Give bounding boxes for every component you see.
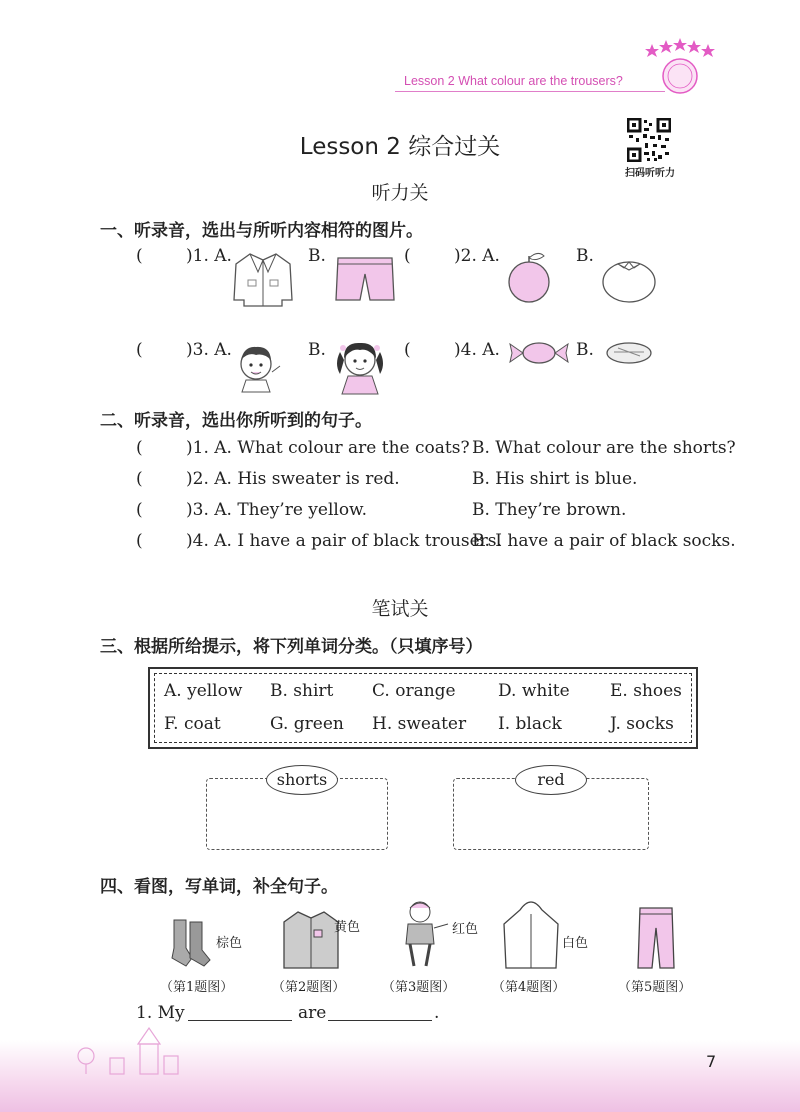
category-label-red: red <box>515 765 587 795</box>
candy-icon <box>506 340 572 366</box>
page-number: 7 <box>706 1052 717 1071</box>
socks-icon <box>170 918 214 968</box>
answer-bracket-7[interactable]: ( <box>136 500 143 520</box>
answer-bracket-1[interactable]: ( <box>136 246 143 266</box>
part4-instruction: 四、看图，写单词，补全句子。 <box>100 877 338 897</box>
blank-2[interactable] <box>328 1020 432 1021</box>
p2-item2-b: B. His shirt is blue. <box>472 469 638 489</box>
writing-heading: 笔试关 <box>371 598 429 620</box>
p1-item4-b: B. <box>576 340 594 360</box>
word-option: B. shirt <box>270 681 334 701</box>
running-header: Lesson 2 What colour are the trousers? <box>404 74 623 88</box>
trousers-icon <box>636 906 676 970</box>
header-rule <box>395 91 665 92</box>
p1-item2-label: )2. A. <box>454 246 500 266</box>
p2-item1-b: B. What colour are the shorts? <box>472 438 736 458</box>
sentence1-start: 1. My <box>136 1003 185 1023</box>
tomato-icon <box>600 252 658 304</box>
girl-icon <box>330 334 390 396</box>
word-option: A. yellow <box>164 681 243 701</box>
word-option: G. green <box>270 714 344 734</box>
blank-1[interactable] <box>188 1020 292 1021</box>
caption-fig5: （第5题图） <box>618 980 692 995</box>
p1-item4-label: )4. A. <box>454 340 500 360</box>
sentence1-mid: are <box>298 1003 327 1023</box>
p1-item1-b: B. <box>308 246 326 266</box>
p1-item1-label: )1. A. <box>186 246 232 266</box>
p2-item3-b: B. They’re brown. <box>472 500 627 520</box>
caption-fig1: （第1题图） <box>160 980 234 995</box>
p2-item3-a: )3. A. They’re yellow. <box>186 500 367 520</box>
word-option: F. coat <box>164 714 221 734</box>
listening-heading: 听力关 <box>371 182 429 204</box>
category-label-shorts: shorts <box>266 765 338 795</box>
p2-item2-a: )2. A. His sweater is red. <box>186 469 400 489</box>
p2-item4-a: )4. A. I have a pair of black trousers. <box>186 531 502 551</box>
caption-fig4: （第4题图） <box>492 980 566 995</box>
page-title: Lesson 2 综合过关 <box>299 134 501 160</box>
answer-bracket-2[interactable]: ( <box>404 246 411 266</box>
color-label-brown: 棕色 <box>216 936 243 951</box>
color-label-red: 红色 <box>452 922 479 937</box>
part2-instruction: 二、听录音，选出你所听到的句子。 <box>100 411 372 431</box>
caption-fig2: （第2题图） <box>272 980 346 995</box>
boy-sweater-icon <box>398 898 450 970</box>
part1-instruction: 一、听录音，选出与所听内容相符的图片。 <box>100 221 423 241</box>
qr-code-icon <box>627 118 671 162</box>
boy-icon <box>232 338 284 394</box>
word-option: E. shoes <box>610 681 682 701</box>
part3-instruction: 三、根据所给提示，将下列单词分类。（只填序号） <box>100 637 483 657</box>
word-option: C. orange <box>372 681 456 701</box>
word-option: H. sweater <box>372 714 467 734</box>
jacket-yellow-icon <box>282 908 340 970</box>
answer-bracket-5[interactable]: ( <box>136 438 143 458</box>
p2-item4-b: B. I have a pair of black socks. <box>472 531 736 551</box>
answer-bracket-4[interactable]: ( <box>404 340 411 360</box>
caption-fig3: （第3题图） <box>382 980 456 995</box>
answer-bracket-8[interactable]: ( <box>136 531 143 551</box>
color-label-yellow: 黄色 <box>334 920 361 935</box>
castle-decoration-icon <box>70 1026 210 1076</box>
answer-bracket-3[interactable]: ( <box>136 340 143 360</box>
sentence1-end: . <box>434 1003 440 1023</box>
orange-fruit-icon <box>504 250 554 306</box>
color-label-white: 白色 <box>562 936 589 951</box>
p1-item3-label: )3. A. <box>186 340 232 360</box>
badge-logo-icon <box>640 36 720 96</box>
jacket-icon <box>232 250 294 308</box>
hoodie-icon <box>502 898 560 970</box>
p1-item2-b: B. <box>576 246 594 266</box>
answer-bracket-6[interactable]: ( <box>136 469 143 489</box>
p1-item3-b: B. <box>308 340 326 360</box>
word-option: J. socks <box>610 714 674 734</box>
word-option: D. white <box>498 681 570 701</box>
qr-caption: 扫码听听力 <box>625 168 675 179</box>
shorts-icon <box>334 254 396 304</box>
bread-icon <box>604 340 654 366</box>
word-option: I. black <box>498 714 562 734</box>
word-bank-box <box>148 667 698 749</box>
p2-item1-a: )1. A. What colour are the coats? <box>186 438 470 458</box>
